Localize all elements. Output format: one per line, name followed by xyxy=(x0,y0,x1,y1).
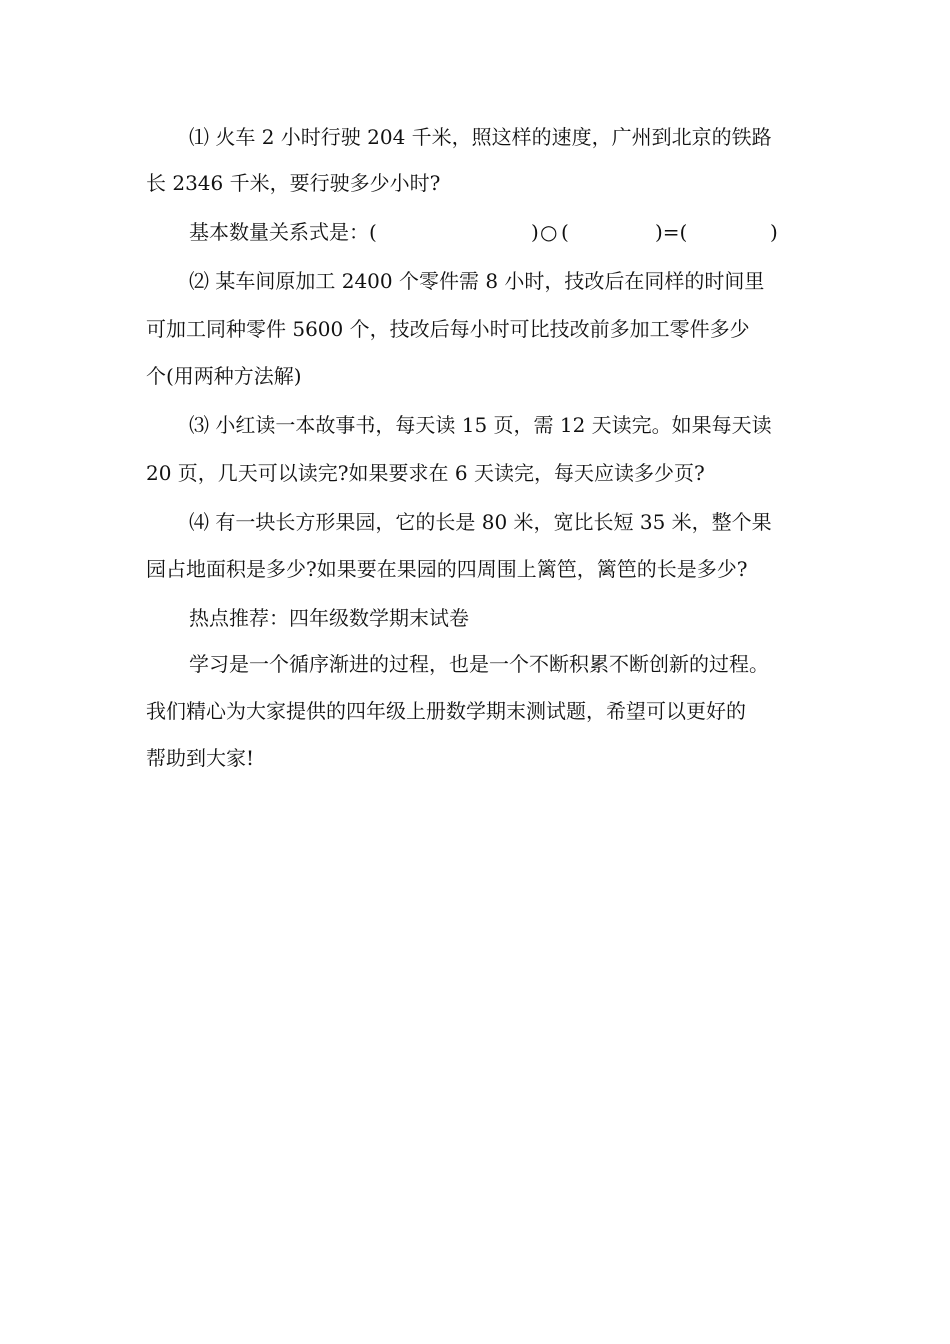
question-2-line-1: ⑵ 某车间原加工 2400 个零件需 8 小时，技改后在同样的时间里 xyxy=(189,269,765,293)
closing-line-3: 帮助到大家! xyxy=(146,746,255,770)
question-3-line-2: 20 页，几天可以读完?如果要求在 6 天读完，每天应读多少页? xyxy=(146,461,705,485)
question-2-line-2: 可加工同种零件 5600 个，技改后每小时可比技改前多加工零件多少 xyxy=(146,317,750,341)
closing-line-2: 我们精心为大家提供的四年级上册数学期末测试题，希望可以更好的 xyxy=(146,699,746,723)
relation-blank-3-close: ) xyxy=(770,220,778,244)
question-1-line-2: 长 2346 千米，要行驶多少小时? xyxy=(146,171,441,195)
question-3-line-1: ⑶ 小红读一本故事书，每天读 15 页，需 12 天读完。如果每天读 xyxy=(189,413,772,437)
question-4-line-1: ⑷ 有一块长方形果园，它的长是 80 米，宽比长短 35 米，整个果 xyxy=(189,510,772,534)
question-1-line-1: ⑴ 火车 2 小时行驶 204 千米，照这样的速度，广州到北京的铁路 xyxy=(189,125,772,149)
hot-recommendation: 热点推荐：四年级数学期末试卷 xyxy=(189,606,469,630)
relation-label: 基本数量关系式是：( xyxy=(189,220,377,244)
relation-blank-2-close: )=( xyxy=(655,220,688,244)
question-4-line-2: 园占地面积是多少?如果要在果园的四周围上篱笆，篱笆的长是多少? xyxy=(146,557,748,581)
circle-operator-icon: ○ xyxy=(540,220,558,244)
question-2-line-3: 个(用两种方法解) xyxy=(146,364,302,388)
closing-line-1: 学习是一个循序渐进的过程，也是一个不断积累不断创新的过程。 xyxy=(189,652,769,676)
relation-blank-1-close: ) xyxy=(531,220,539,244)
relation-blank-2-open: ( xyxy=(561,220,569,244)
